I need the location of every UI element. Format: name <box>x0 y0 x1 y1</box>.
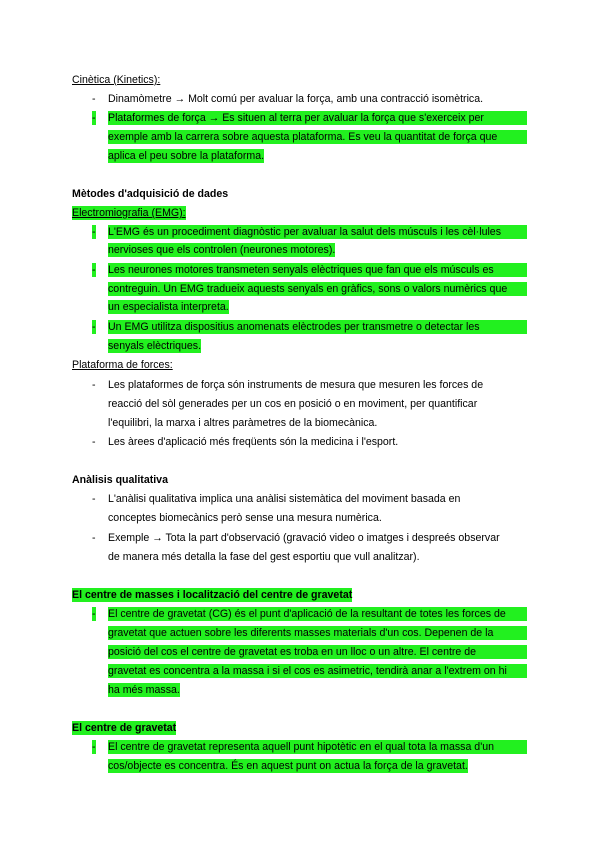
mass-item-1-line-3: posició del cos el centre de gravetat es troba en un lloc o un altre. El centre de <box>108 645 527 659</box>
bullet-dash: - <box>92 321 96 333</box>
emg-item-1-line-1: L'EMG és un procediment diagnòstic per avaluar la salut dels músculs i les cèl·lules <box>108 225 527 239</box>
bullet-dash: - <box>92 436 96 448</box>
methods-heading: Mètodes d'adquisició de dades <box>72 188 229 200</box>
qualitative-item-1-line-1: L'anàlisi qualitativa implica una anàlisi sistemàtica del moviment basada en <box>108 493 461 505</box>
bullet-dash: - <box>92 264 96 276</box>
platform-item-1-line-3: l'equilibri, la marxa i altres paràmetres de la biomecànica. <box>108 417 378 429</box>
mass-item-1-line-1: El centre de gravetat (CG) és el punt d'aplicació de la resultant de totes les forces de <box>108 607 527 621</box>
qualitative-heading: Anàlisis qualitativa <box>72 474 168 486</box>
bullet-dash: - <box>92 112 96 124</box>
qualitative-item-1-line-2: conceptes biomecànics però sense una mesura numèrica. <box>108 512 382 524</box>
emg-item-1-line-2: nervioses que els controlen (neurones motores). <box>108 244 336 256</box>
bullet-dash: - <box>92 532 96 544</box>
mass-centre-heading: El centre de masses i localització del centre de gravetat <box>72 589 353 601</box>
gravity-centre-heading: El centre de gravetat <box>72 722 177 734</box>
bullet-dash: - <box>92 379 96 391</box>
platform-item-1-line-1: Les plataformes de força són instruments de mesura que mesuren les forces de <box>108 379 484 391</box>
kinetics-item-2-line-3: aplica el peu sobre la plataforma. <box>108 150 265 162</box>
emg-item-2-line-1: Les neurones motores transmeten senyals elèctriques que fan que els músculs es <box>108 263 527 277</box>
bullet-dash: - <box>92 493 96 505</box>
bullet-dash: - <box>92 608 96 620</box>
mass-item-1-line-5: ha més massa. <box>108 684 180 696</box>
emg-item-3-line-2: senyals elèctriques. <box>108 340 202 352</box>
gravity-item-1-line-2: cos/objecte es concentra. És en aquest punt on actua la força de la gravetat. <box>108 760 468 772</box>
kinetics-item-1-line-1: Dinamòmetre → Molt comú per avaluar la força, amb una contracció isomètrica. <box>108 93 484 105</box>
mass-item-1-line-2: gravetat que actuen sobre les diferents masses materials d'un cos. Depenen de la <box>108 626 527 640</box>
qualitative-item-2-line-1: Exemple → Tota la part d'observació (gravació video o imatges i despreés observar <box>108 532 500 544</box>
emg-heading: Electromiografia (EMG): <box>72 207 186 219</box>
kinetics-item-2-line-1: Plataformes de força → Es situen al terra per avaluar la força que s'exerceix per <box>108 111 527 125</box>
platform-heading: Plataforma de forces: <box>72 359 173 371</box>
mass-item-1-line-4: gravetat es concentra a la massa i si el cos es asimetric, tendirà anar a l'extrem on hi <box>108 664 527 678</box>
platform-item-1-line-2: reacció del sòl generades per un cos en posició o en moviment, per quantificar <box>108 398 478 410</box>
kinetics-heading: Cinètica (Kinetics): <box>72 74 161 86</box>
gravity-item-1-line-1: El centre de gravetat representa aquell punt hipotètic en el qual tota la massa d'un <box>108 740 527 754</box>
emg-item-2-line-2: contreguin. Un EMG tradueix aquests senyals en gràfics, sons o valors numèrics que <box>108 282 527 296</box>
bullet-dash: - <box>92 226 96 238</box>
platform-item-2-line-1: Les àrees d'aplicació més freqüents són la medicina i l'esport. <box>108 436 399 448</box>
qualitative-item-2-line-2: de manera més detalla la fase del gest esportiu que vull analitzar). <box>108 551 420 563</box>
emg-item-3-line-1: Un EMG utilitza dispositius anomenats elèctrodes per transmetre o detectar les <box>108 320 527 334</box>
bullet-dash: - <box>92 741 96 753</box>
bullet-dash: - <box>92 93 96 105</box>
emg-item-2-line-3: un especialista interpreta. <box>108 301 229 313</box>
kinetics-item-2-line-2: exemple amb la carrera sobre aquesta plataforma. Es veu la quantitat de força que <box>108 130 527 144</box>
